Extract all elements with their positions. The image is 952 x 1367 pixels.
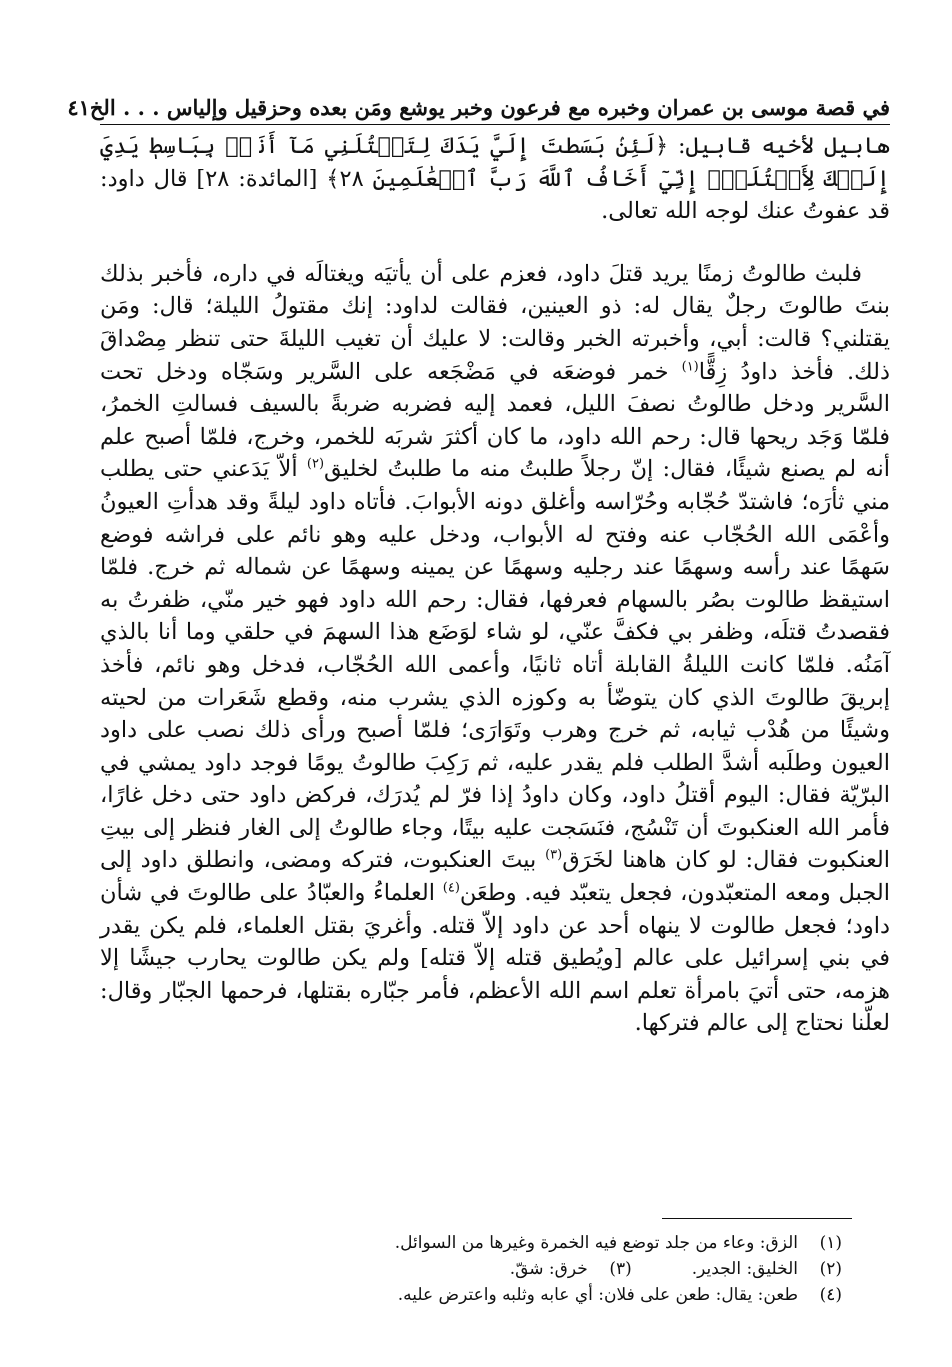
footnote-1: [120, 1230, 842, 1256]
footnote-spacer: [632, 1256, 692, 1282]
running-head: [67, 80, 890, 125]
text-segment-1: فلبث طالوتُ زمنًا يريد قتلَ داود، فعزم على أن يأتيَه ويغتالَه في داره، فأخبر بذلك بنتَ طالوتَ رجلٌ يقال له: ذو العينين، فقالت لداود: إنك مقتولُ الليلة؛ قال: ومَن يقتلني؟ قالت: أبي، وأخبرته الخبر وقالت: لا عليك أن تغيب الليلةَ حتى تنظر مِصْداقَ ذلك. فأخذ داودُ زِقًّا: [100, 260, 890, 385]
footnote-marker-3: (٣): [545, 847, 563, 863]
footnote-marker-2: (٢): [306, 456, 325, 472]
running-title: في قصة موسى بن عمران وخبره مع فرعون وخبر يوشع ومَن بعده وحزقيل وإلياس . . . الخ: [89, 95, 890, 120]
text-segment-5: العلماءُ والعبّادُ على طالوتَ في شأن داود؛ فجعل طالوت لا ينهاه أحد عن داود إلاّ قتله. وأغريَ بقتل العلماء، فلم يكن يقدر في بني إسرائيل على عالم [ويُطيق قتله إلاّ قتله] ولم يكن طالوت يحارب جيشًا إلا هزمه، حتى أتيَ بامرأة تعلم اسم الله الأعظم، فأمر جبّاره بقتلها، فرحمها الجبّار وقال: لعلّنا نحتاج إلى عالم فتركها.: [100, 880, 890, 1037]
lead-paragraph: [100, 130, 890, 228]
text-segment-2: خمر فوضعَه في مَضْجَعه على السَّرير وسَجّاه ودخل تحت السَّرير ودخل طالوتُ نصفَ الليل، فعمد إليه فضربه ضربةً بالسيف فسالتِ الخمرُ، فلمّا وَجَد ريحها قال: رحم الله داود، ما كان أكثرَ شربَه للخمر، وخرج، فلمّا أصبح علم أنه لم يصنع شيئًا، فقال: إنّ رجلاً طلبتُ منه ما طلبتُ لخليق: [100, 358, 890, 483]
footnote-2-3: [120, 1256, 842, 1282]
footnote-number: (٣): [609, 1259, 632, 1279]
text-segment-3: ألاّ يَدَعني حتى يطلب مني ثأرَه؛ فاشتدّ حُجّابه وحُرّاسه وأغلق دونه الأبوابَ. فأتاه داود ليلةً وقد هدأتِ العيونُ وأعْمَى الله الحُجّاب عنه وفتح له الأبواب، ودخل عليه وهو نائم على فراشه فوضع سَهمًا عند رأسه وسهمًا عند رجليه وسهمًا عن يمينه وسهمًا عن شماله ثم خرج. فلمّا استيقظ طالوت بصُر بالسهام فعرفها، فقال: رحم الله داود فهو خير منّي، ظفرتُ به فقصدتُ قتلَه، وظفر بي فكفَّ عنّي، لو شاء لوَضَع هذا السهمَ في حلقي وما أنا بالذي آمَنُه. فلمّا كانت الليلةُ القابلة أتاه ثانيًا، وأعمى الله الحُجّاب، فدخل وهو نائم، فأخذ إبريقَ طالوتَ الذي كان يتوضّأ به وكوزه الذي يشرب منه، وقطع شَعَرات من لحيته وشيئًا من هُدْب ثيابه، ثم خرج وهرب وتَوَارَى؛ فلمّا أصبح ورأى ذلك نصب على داود العيون وطلَبه أشدَّ الطلب فلم يقدر عليه، ثم رَكِبَ طالوتُ يومًا فوجد داود يمشي في البرّيّة فقال: اليوم أقتلُ داود، وكان داودُ إذا فرّ لم يُدرَك، فركض داود حتى دخل غارًا، فأمر الله العنكبوتَ أن تَنْسُج، فنَسَجت عليه بيتًا، وجاء طالوتُ إلى الغار فنظر إلى بيتِ العنكبوت فقال: لو كان هاهنا لخَرَق: [100, 456, 891, 874]
footnote-number: (١): [819, 1233, 842, 1253]
footnote-text: طعن: يقال: طعن على فلان: أي عابه وثلبه واعترض عليه.: [397, 1285, 798, 1305]
footnote-text: الخليق: الجدير.: [691, 1259, 798, 1279]
footnotes: [120, 1230, 842, 1308]
lead-before-quote: هابيل لأخيه قابيل:: [668, 133, 890, 159]
footnote-divider: [662, 1218, 852, 1219]
footnote-number: (٢): [819, 1259, 842, 1279]
footnote-text: خرق: شقّ.: [509, 1259, 588, 1279]
footnote-text: الزق: وعاء من جلد توضع فيه الخمرة وغيرها من السوائل.: [394, 1233, 798, 1253]
page-number: ٤١: [67, 95, 90, 120]
footnote-marker-4: (٤): [442, 880, 460, 896]
footnote-number: (٤): [819, 1285, 842, 1305]
footnote-4: [120, 1282, 842, 1308]
main-paragraph: [100, 258, 890, 1040]
body-text: [100, 130, 890, 1040]
quran-quote: ﴿لَئِنۢ بَسَطتَ إِلَيَّ يَدَكَ لِتَقۡتُلَنِي مَآ أَنَا۠ بِبَاسِطٖ يَدِيَ إِلَيۡكَ لِأَقۡتُلَكَۖ إِنِّيٓ أَخَافُ ٱللَّهَ رَبَّ ٱلۡعَٰلَمِينَ ٢٨﴾: [100, 133, 890, 192]
footnote-marker-1: (١): [681, 359, 699, 375]
text-segment-4: بيتَ العنكبوت، فتركه ومضى، وانطلق داود إلى الجبل ومعه المتعبّدون، فجعل يتعبّد فيه. وطعَن: [100, 847, 890, 907]
lead-after-quote: [المائدة: ٢٨] قال داود: قد عفوتُ عنك لوجه الله تعالى.: [100, 165, 890, 225]
